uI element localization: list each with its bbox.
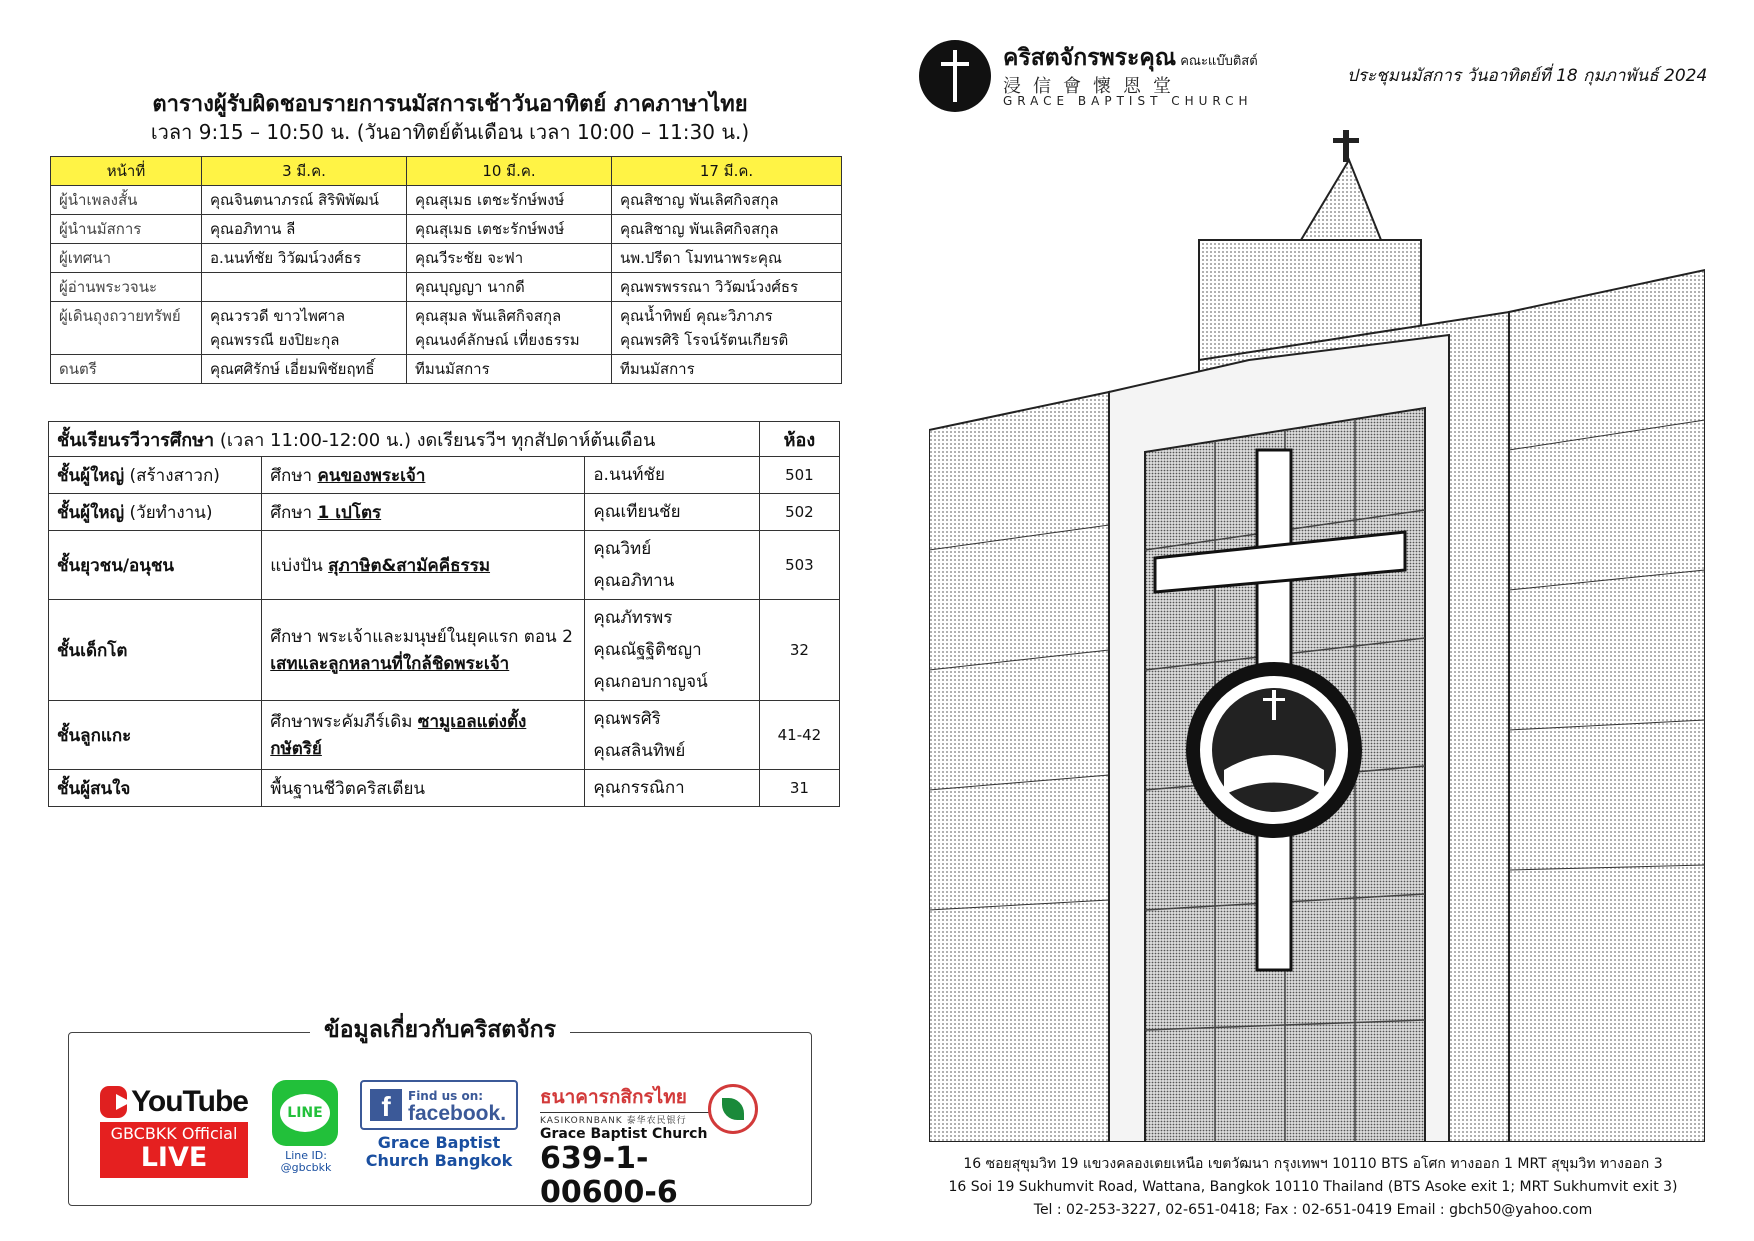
church-address xyxy=(917,1153,1709,1222)
duty-assignee-name: คุณน้ำทิพย์ คุณะวิภาภร xyxy=(620,307,773,325)
duty-assignee-name: คุณพรพรรณา วิวัฒน์วงศ์ธร xyxy=(620,278,799,296)
duty-table-header xyxy=(51,157,842,186)
duty-assignee-name: คุณพรรณี ยงปิยะกุล xyxy=(210,331,340,349)
class-topic xyxy=(262,770,585,807)
class-topic-text: ศึกษา xyxy=(270,465,318,486)
line-id xyxy=(264,1150,348,1174)
class-heading-note: (เวลา 11:00-12:00 น.) งดเรียนรวีฯ ทุกสัปดาห์ต้นเดือน xyxy=(214,429,656,451)
duty-assignee xyxy=(612,186,842,215)
duty-assignee-name: คุณอภิทาน ลี xyxy=(210,220,296,238)
class-teacher: คุณเทียนชัย xyxy=(593,502,681,522)
duty-role: ผู้นำเพลงสั้น xyxy=(51,186,202,215)
class-teacher: คุณกรรณิกา xyxy=(593,778,685,798)
class-topic-text: ศึกษา xyxy=(270,502,318,523)
line-logo-text: LINE xyxy=(280,1094,330,1132)
bank-account-name: Grace Baptist Church xyxy=(540,1126,708,1142)
class-name-main: ชั้นยุวชน/อนุชน xyxy=(57,555,175,576)
class-name-main: ชั้นลูกแกะ xyxy=(57,725,132,746)
class-row xyxy=(49,701,840,770)
duty-assignee-name: คุณศศิรักษ์ เอี่ยมพิชัยฤทธิ์ xyxy=(210,360,375,378)
duty-assignee-name: คุณจินตนาภรณ์ สิริพิพัฒน์ xyxy=(210,191,379,209)
class-topic-title: ซามูเอลแต่งตั้งกษัตริย์ xyxy=(270,712,527,759)
class-teachers xyxy=(585,457,759,494)
duty-assignee-name: คุณสิชาญ พันเลิศกิจสกุล xyxy=(620,220,779,238)
duty-assignee-name: คุณสุเมธ เตชะรักษ์พงษ์ xyxy=(415,220,565,238)
schedule-title: ตารางผู้รับผิดชอบรายการนมัสการเช้าวันอาทิตย์ ภาคภาษาไทย xyxy=(152,92,748,117)
duty-assignee-name: อ.นนท์ชัย วิวัฒน์วงศ์ธร xyxy=(210,249,362,267)
church-info-title: ข้อมูลเกี่ยวกับคริสตจักร xyxy=(310,1012,570,1048)
youtube-channel-name: GBCBKK Official xyxy=(110,1124,238,1143)
duty-role: ผู้นำนมัสการ xyxy=(51,215,202,244)
bank-account-number: 639-1-00600-6 xyxy=(540,1141,678,1210)
class-topic-text: พื้นฐานชีวิตคริสเตียน xyxy=(270,778,426,799)
duty-assignee-name: ทีมนมัสการ xyxy=(620,360,695,378)
class-row xyxy=(49,494,840,531)
duty-assignee-name: คุณสุเมธ เตชะรักษ์พงษ์ xyxy=(415,191,565,209)
class-heading-bold: ชั้นเรียนรวีวารศึกษา xyxy=(57,429,215,451)
class-teacher: คุณอภิทาน xyxy=(593,571,675,591)
duty-role: ผู้เดินถุงถวายทรัพย์ xyxy=(51,302,202,355)
duty-assignee-name: คุณสุมล พันเลิศกิจสกุล xyxy=(415,307,562,325)
duty-row xyxy=(51,244,842,273)
class-topic-text: ศึกษา พระเจ้าและมนุษย์ในยุคแรก ตอน 2 xyxy=(270,627,573,647)
duty-assignee-name: คุณพรศิริ โรจน์รัตนเกียรติ xyxy=(620,331,789,349)
duty-assignee xyxy=(202,273,407,302)
duty-assignee-name: นพ.ปรีดา โมทนาพระคุณ xyxy=(620,249,782,267)
line-id-label: Line ID: xyxy=(285,1149,327,1162)
kasikorn-logo-icon xyxy=(708,1084,758,1134)
class-table xyxy=(48,421,840,807)
duty-role: ผู้เทศนา xyxy=(51,244,202,273)
church-name-zh: 浸信會懷恩堂 xyxy=(1003,76,1183,97)
class-name-main: ชั้นผู้ใหญ่ xyxy=(57,502,125,523)
duty-role: ผู้อ่านพระวจนะ xyxy=(51,273,202,302)
youtube-live-label: LIVE xyxy=(140,1142,208,1173)
contact-info: Tel : 02-253-3227, 02-651-0418; Fax : 02-651-0419 Email : gbch50@yahoo.com xyxy=(1033,1202,1593,1218)
duty-assignee xyxy=(407,273,612,302)
facebook-wordmark: facebook. xyxy=(408,1102,507,1125)
duty-row xyxy=(51,273,842,302)
class-room: 41-42 xyxy=(759,701,839,770)
class-teacher: คุณพรศิริ xyxy=(593,709,661,729)
class-room: 501 xyxy=(759,457,839,494)
class-row xyxy=(49,531,840,600)
duty-assignee xyxy=(612,215,842,244)
facebook-page-name-line2: Church Bangkok xyxy=(365,1151,513,1170)
bank-name-en: KASIKORNBANK 泰华农民银行 xyxy=(540,1112,710,1126)
class-topic-title: เสทและลูกหลานที่ใกล้ชิดพระเจ้า xyxy=(270,654,510,674)
schedule-subtitle: เวลา 9:15 – 10:50 น. (วันอาทิตย์ต้นเดือน เวลา 10:00 – 11:30 น.) xyxy=(150,120,750,144)
duty-assignee xyxy=(407,355,612,384)
duty-header-date: 17 มี.ค. xyxy=(612,157,842,186)
class-table-header xyxy=(49,422,840,457)
duty-assignee xyxy=(202,302,407,355)
duty-assignee xyxy=(407,215,612,244)
youtube-logo[interactable] xyxy=(100,1082,248,1174)
class-name xyxy=(49,457,262,494)
duty-assignee-name: คุณวรวดี ขาวไพศาล xyxy=(210,307,346,325)
class-teacher: คุณภัทรพร xyxy=(593,608,673,628)
class-teachers xyxy=(585,494,759,531)
class-name-note: (วัยทำงาน) xyxy=(124,502,213,523)
facebook-badge[interactable] xyxy=(360,1080,518,1130)
class-topic-text: ศึกษาพระคัมภีร์เดิม xyxy=(270,712,418,732)
duty-assignee xyxy=(612,244,842,273)
class-name xyxy=(49,600,262,701)
church-name-th-main: คริสตจักรพระคุณ xyxy=(1003,45,1177,71)
class-room: 503 xyxy=(759,531,839,600)
class-room: 502 xyxy=(759,494,839,531)
class-teachers xyxy=(585,701,759,770)
class-topic-title: สุภาษิต&สามัคคีธรรม xyxy=(328,555,491,576)
class-teachers xyxy=(585,770,759,807)
youtube-wordmark: YouTube xyxy=(131,1085,248,1118)
class-teacher: คุณณัฐฐิติชญา xyxy=(593,640,702,660)
class-topic xyxy=(262,457,585,494)
address-th: 16 ซอยสุขุมวิท 19 แขวงคลองเตยเหนือ เขตวัฒนา กรุงเทพฯ 10110 BTS อโศก ทางออก 1 MRT สุขุมวิท ทางออก 3 xyxy=(963,1156,1663,1172)
class-name-note: (สร้างสาวก) xyxy=(124,465,220,486)
church-cross-logo-icon xyxy=(919,40,991,112)
duty-role: ดนตรี xyxy=(51,355,202,384)
duty-row xyxy=(51,355,842,384)
facebook-icon: f xyxy=(370,1089,402,1121)
duty-assignee xyxy=(202,244,407,273)
class-topic-title: 1 เปโตร xyxy=(317,502,382,523)
facebook-page-name xyxy=(360,1134,518,1170)
class-topic xyxy=(262,600,585,701)
duty-assignee xyxy=(407,302,612,355)
class-teacher: คุณวิทย์ xyxy=(593,539,652,559)
duty-assignee xyxy=(202,186,407,215)
class-topic xyxy=(262,531,585,600)
youtube-play-icon xyxy=(100,1086,127,1118)
bank-account xyxy=(540,1082,710,1210)
duty-assignee xyxy=(612,273,842,302)
right-page xyxy=(877,0,1754,1241)
class-topic-text: แบ่งปัน xyxy=(270,555,329,576)
class-teacher: อ.นนท์ชัย xyxy=(593,465,665,485)
class-row xyxy=(49,600,840,701)
class-teacher: คุณกอบกาญจน์ xyxy=(593,672,708,692)
duty-assignee xyxy=(202,355,407,384)
class-row xyxy=(49,770,840,807)
youtube-live-badge xyxy=(100,1122,248,1178)
facebook-find-us: Find us on: xyxy=(408,1089,484,1103)
duty-table xyxy=(50,156,842,384)
class-topic-title: คนของพระเจ้า xyxy=(317,465,426,486)
class-teacher: คุณสลินทิพย์ xyxy=(593,741,686,761)
church-name-th-small: คณะแบ๊บติสต์ xyxy=(1176,54,1258,69)
class-room: 31 xyxy=(759,770,839,807)
class-table-heading xyxy=(49,422,760,457)
class-teachers xyxy=(585,600,759,701)
class-topic xyxy=(262,701,585,770)
line-id-value: @gbcbkk xyxy=(280,1161,332,1174)
room-header: ห้อง xyxy=(759,422,839,457)
duty-row xyxy=(51,186,842,215)
duty-row xyxy=(51,215,842,244)
class-name xyxy=(49,494,262,531)
duty-assignee xyxy=(407,186,612,215)
class-row xyxy=(49,457,840,494)
church-name-th xyxy=(1003,40,1258,76)
bank-name-th: ธนาคารกสิกรไทย xyxy=(540,1086,687,1108)
class-name xyxy=(49,770,262,807)
duty-assignee-name: คุณนงค์ลักษณ์ เที่ยงธรรม xyxy=(415,331,580,349)
duty-header-role: หน้าที่ xyxy=(51,157,202,186)
duty-assignee xyxy=(407,244,612,273)
duty-assignee xyxy=(612,302,842,355)
duty-assignee-name: คุณวีระชัย จะฟา xyxy=(415,249,524,267)
duty-assignee xyxy=(612,355,842,384)
service-date: ประชุมนมัสการ วันอาทิตย์ที่ 18 กุมภาพันธ์ 2024 xyxy=(1347,66,1708,86)
address-en: 16 Soi 19 Sukhumvit Road, Wattana, Bangkok 10110 Thailand (BTS Asoke exit 1; MRT Sukhumvit exit 3) xyxy=(948,1179,1678,1195)
facebook-page-name-line1: Grace Baptist xyxy=(377,1133,501,1152)
church-building-illustration xyxy=(929,130,1705,1142)
class-teachers xyxy=(585,531,759,600)
class-name xyxy=(49,531,262,600)
duty-assignee-name: คุณสิชาญ พันเลิศกิจสกุล xyxy=(620,191,779,209)
duty-assignee-name: คุณบุญญา นากดี xyxy=(415,278,525,296)
class-name xyxy=(49,701,262,770)
class-name-main: ชั้นเด็กโต xyxy=(57,640,128,661)
class-room: 32 xyxy=(759,600,839,701)
duty-header-date: 3 มี.ค. xyxy=(202,157,407,186)
class-name-main: ชั้นผู้ใหญ่ xyxy=(57,465,125,486)
duty-header-date: 10 มี.ค. xyxy=(407,157,612,186)
class-topic xyxy=(262,494,585,531)
church-name-en: GRACE BAPTIST CHURCH xyxy=(1003,94,1253,108)
class-name-main: ชั้นผู้สนใจ xyxy=(57,778,131,799)
duty-assignee xyxy=(202,215,407,244)
line-logo-icon[interactable] xyxy=(272,1080,338,1146)
duty-row xyxy=(51,302,842,355)
duty-assignee-name: ทีมนมัสการ xyxy=(415,360,490,378)
